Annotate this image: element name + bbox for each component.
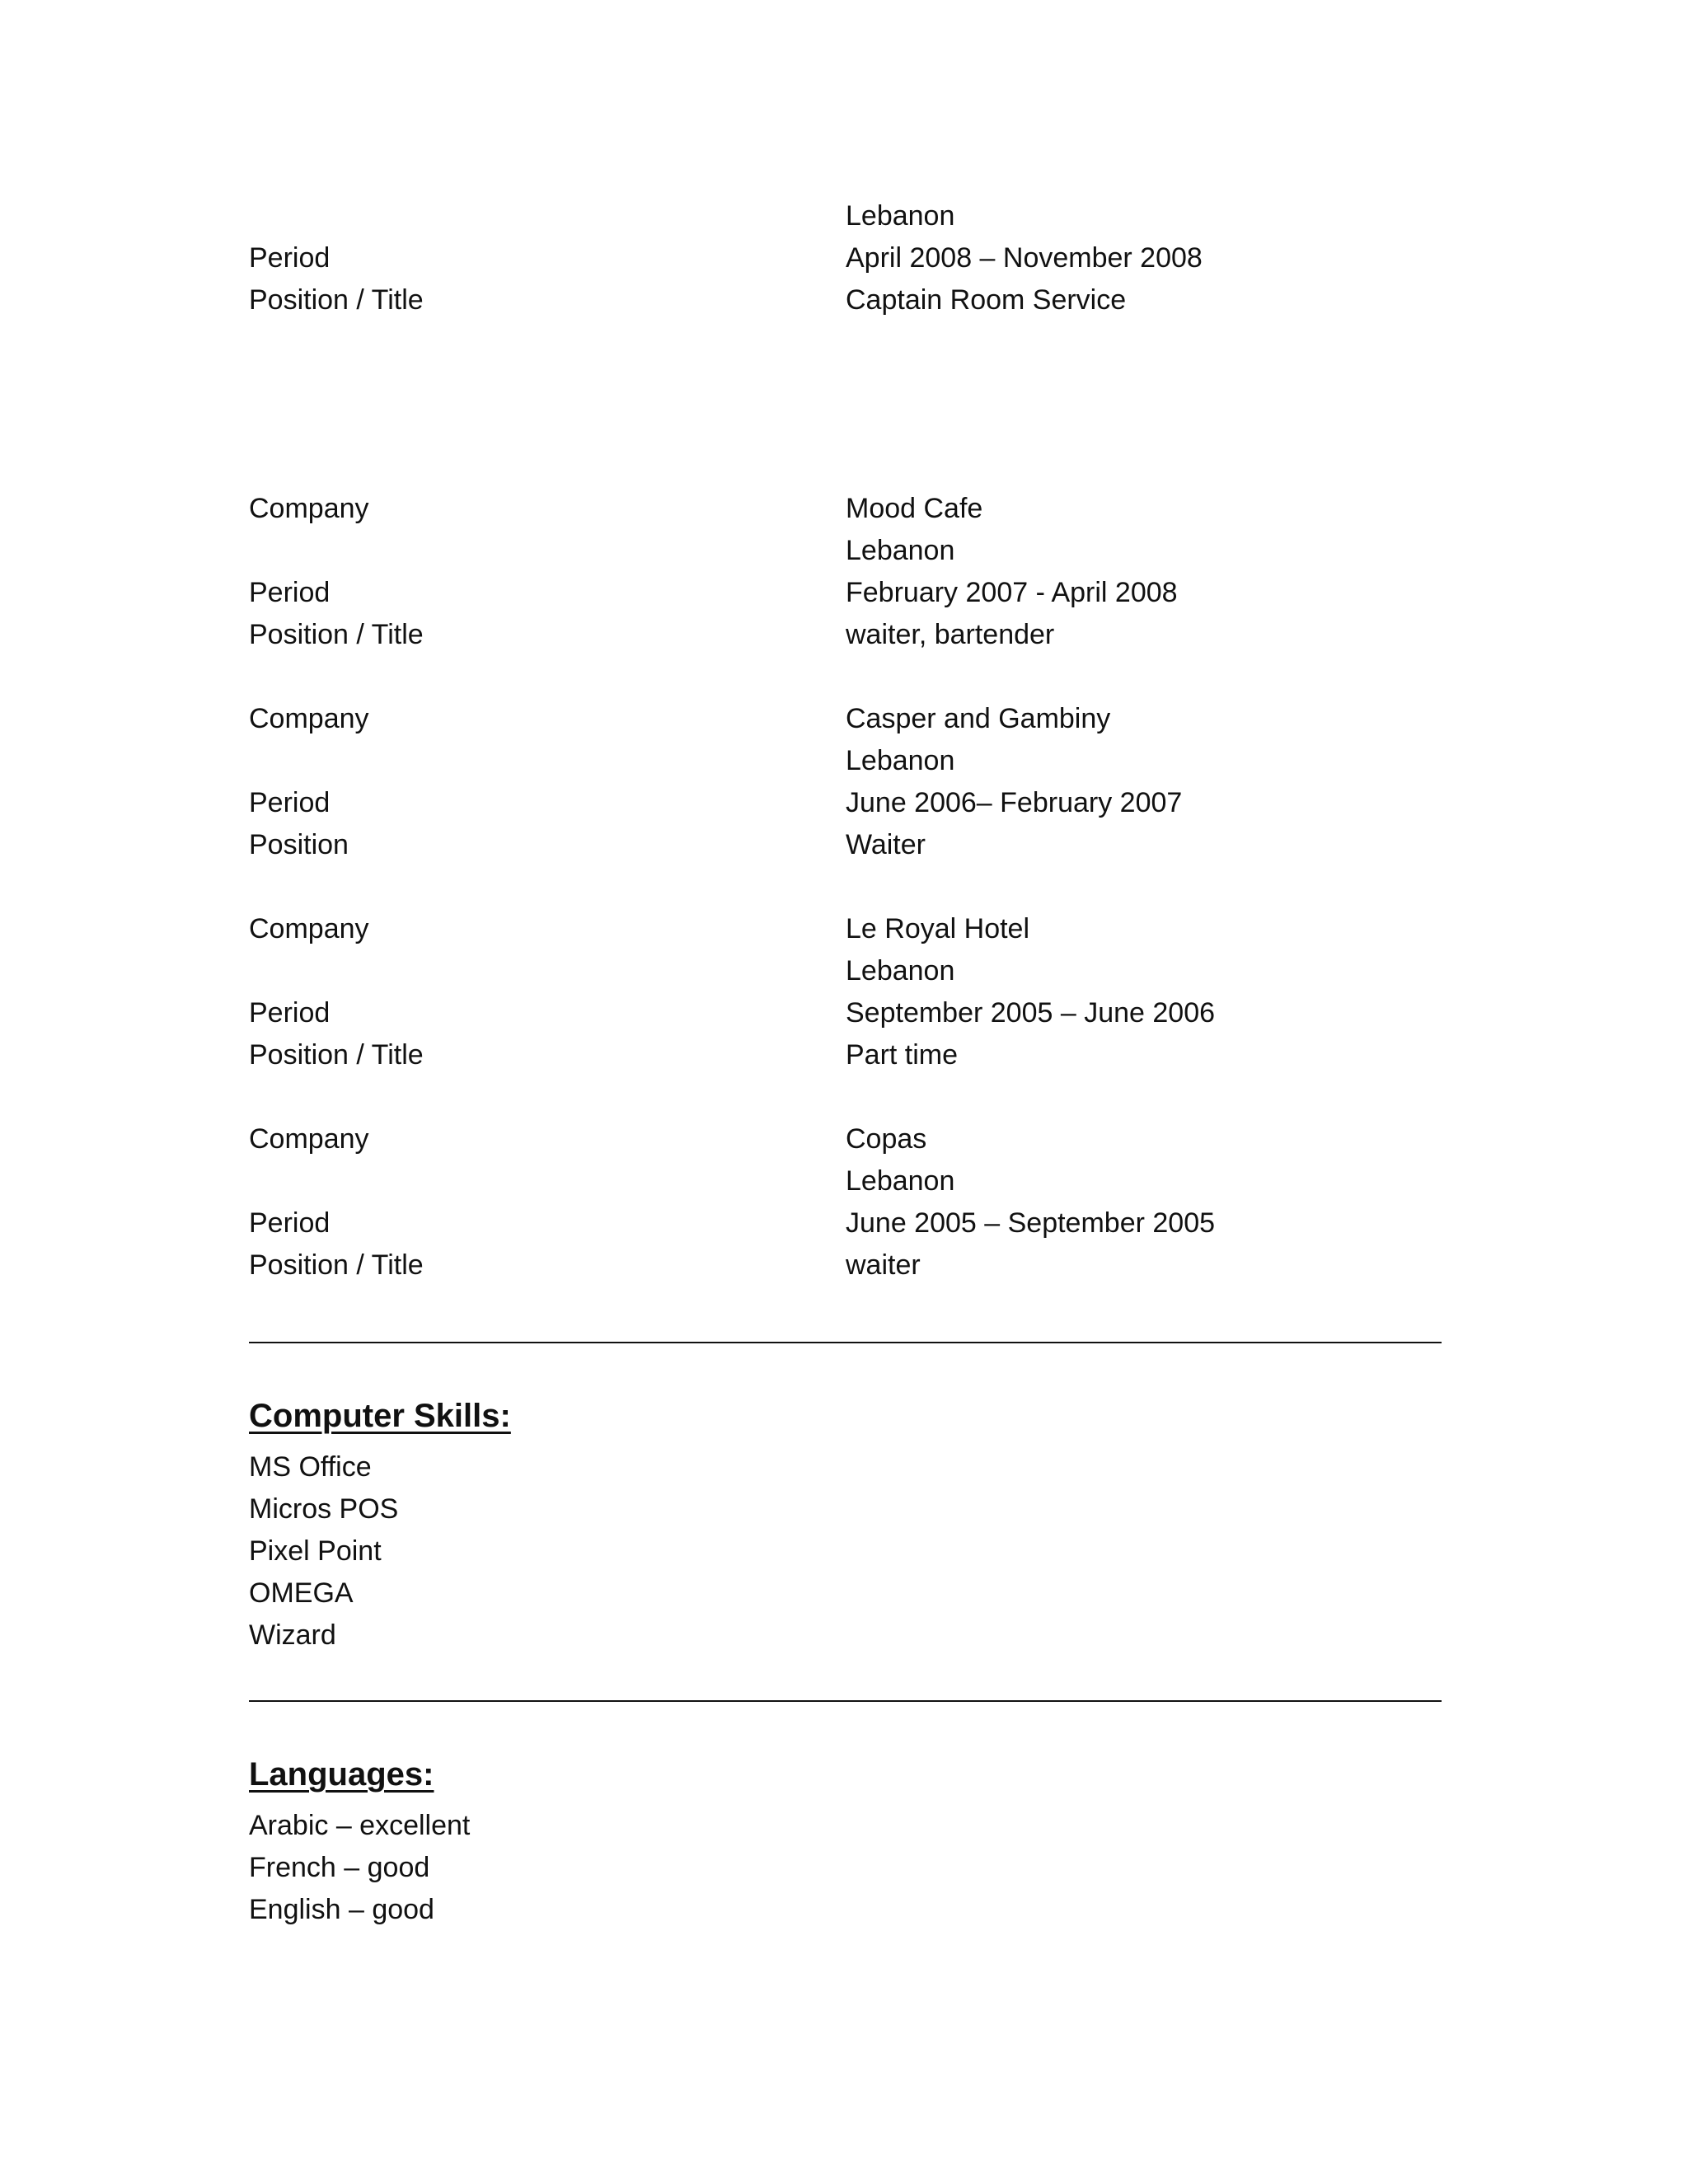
job-country: Lebanon xyxy=(846,535,955,566)
skill-item: OMEGA xyxy=(249,1577,354,1609)
job-company: Copas xyxy=(846,1123,927,1155)
job-position-label: Position / Title xyxy=(249,1039,424,1071)
job-company-label: Company xyxy=(249,913,369,944)
skill-item: Wizard xyxy=(249,1619,336,1651)
job-country: Lebanon xyxy=(846,745,955,776)
job-position-label: Position / Title xyxy=(249,1249,424,1281)
section-divider xyxy=(249,1342,1442,1343)
job-position: waiter, bartender xyxy=(846,619,1055,650)
job-period-label: Period xyxy=(249,997,331,1029)
job-country: Lebanon xyxy=(846,955,955,987)
top-job-country: Lebanon xyxy=(846,200,955,232)
top-job-position: Captain Room Service xyxy=(846,284,1127,316)
language-item: English – good xyxy=(249,1894,434,1925)
job-position: Waiter xyxy=(846,829,926,860)
job-country: Lebanon xyxy=(846,1165,955,1197)
job-company: Le Royal Hotel xyxy=(846,913,1030,944)
job-period: September 2005 – June 2006 xyxy=(846,997,1216,1029)
job-company: Mood Cafe xyxy=(846,493,983,524)
job-period-label: Period xyxy=(249,787,331,818)
job-period: June 2006– February 2007 xyxy=(846,787,1183,818)
job-period: February 2007 - April 2008 xyxy=(846,577,1178,608)
skill-item: Pixel Point xyxy=(249,1535,382,1567)
job-position: waiter xyxy=(846,1249,921,1281)
job-company-label: Company xyxy=(249,703,369,734)
languages-heading: Languages: xyxy=(249,1756,434,1793)
top-job-position-label: Position / Title xyxy=(249,284,424,316)
job-period-label: Period xyxy=(249,577,331,608)
job-period: June 2005 – September 2005 xyxy=(846,1207,1216,1239)
job-company: Casper and Gambiny xyxy=(846,703,1111,734)
job-position-label: Position xyxy=(249,829,349,860)
top-job-period-label: Period xyxy=(249,242,331,274)
skill-item: Micros POS xyxy=(249,1493,399,1525)
top-job-period: April 2008 – November 2008 xyxy=(846,242,1203,274)
section-divider xyxy=(249,1700,1442,1702)
job-position: Part time xyxy=(846,1039,959,1071)
job-company-label: Company xyxy=(249,493,369,524)
job-period-label: Period xyxy=(249,1207,331,1239)
job-company-label: Company xyxy=(249,1123,369,1155)
language-item: Arabic – excellent xyxy=(249,1810,471,1841)
computer-skills-heading: Computer Skills: xyxy=(249,1398,511,1434)
job-position-label: Position / Title xyxy=(249,619,424,650)
skill-item: MS Office xyxy=(249,1451,372,1483)
language-item: French – good xyxy=(249,1852,430,1883)
